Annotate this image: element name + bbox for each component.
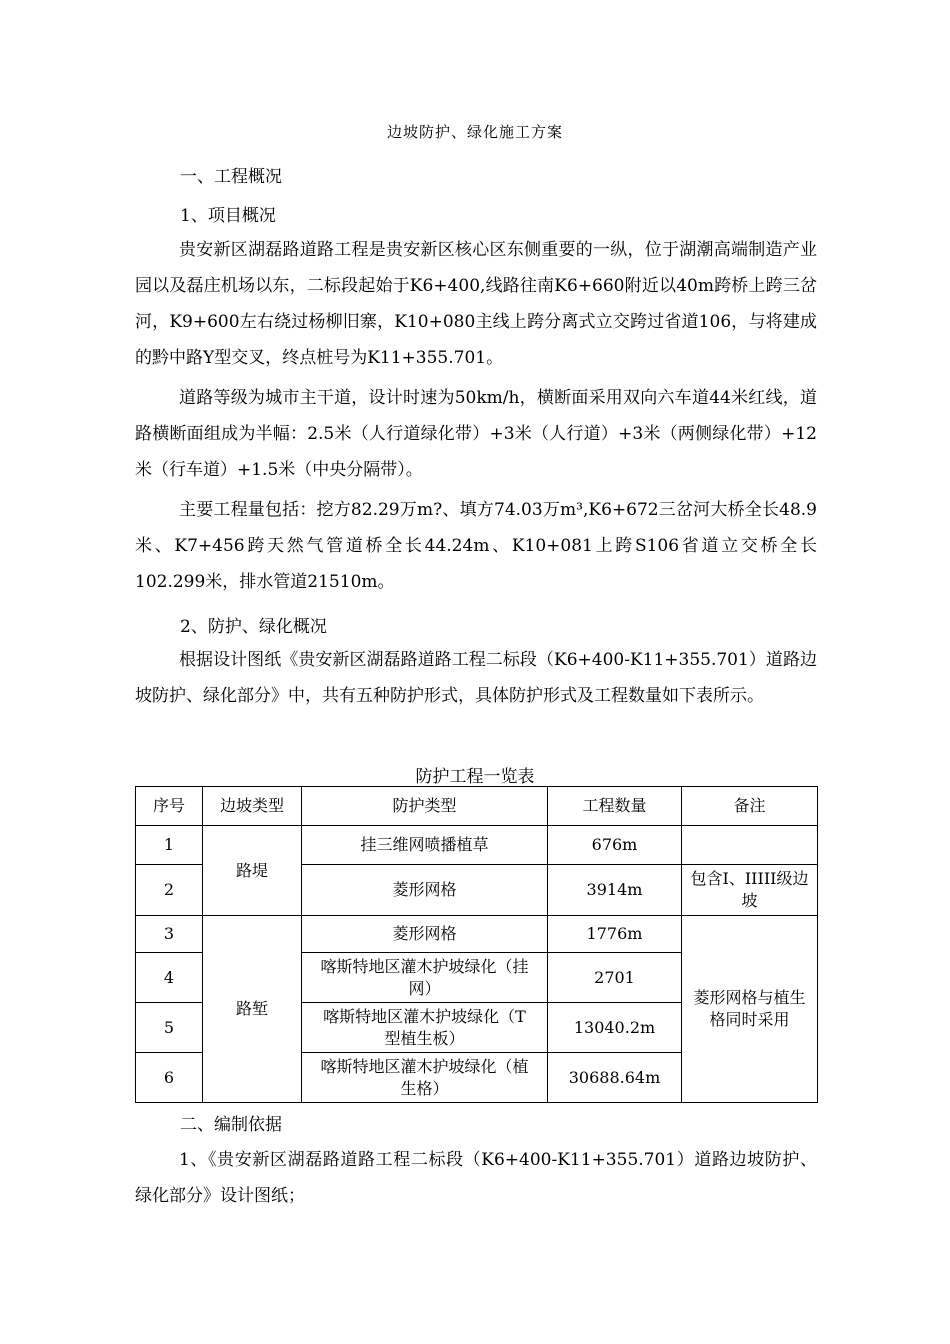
paragraph-quantities: 主要工程量包括：挖方82.29万m?、填方74.03万m³,K6+672三岔河大桥全长48.9米、K7+456跨天然气管道桥全长44.24m、K10+081上跨S106省道立交桥全长102.299米，排水管道21510m。 bbox=[135, 500, 817, 592]
protection-works-table bbox=[135, 786, 818, 1103]
document-title: 边坡防护、绿化施工方案 bbox=[386, 123, 563, 141]
protection-type-text: 喀斯特地区灌木护坡绿化（T型植生板） bbox=[323, 1006, 526, 1048]
cell-protection-type bbox=[302, 953, 548, 1003]
header-protection-type: 防护类型 bbox=[302, 787, 548, 826]
cell-remarks-cutting bbox=[682, 916, 818, 1103]
cell-quantity: 3914m bbox=[548, 865, 682, 916]
cell-slope-cutting: 路堑 bbox=[203, 916, 302, 1103]
section-heading-overview: 一、工程概况 bbox=[180, 167, 282, 187]
paragraph-basis-item-1: 1、《贵安新区湖磊路道路工程二标段（K6+400-K11+355.701）道路边坡防护、绿化部分》设计图纸； bbox=[135, 1150, 817, 1206]
cell-quantity: 1776m bbox=[548, 916, 682, 953]
header-slope-type: 边坡类型 bbox=[203, 787, 302, 826]
subheading-project-overview: 1、项目概况 bbox=[180, 206, 276, 226]
paragraph-protection-forms: 根据设计图纸《贵安新区湖磊路道路工程二标段（K6+400-K11+355.701）道路边坡防护、绿化部分》中，共有五种防护形式，具体防护形式及工程数量如下表所示。 bbox=[135, 650, 817, 706]
header-number: 序号 bbox=[136, 787, 203, 826]
cell-remarks-embankment: 包含Ⅰ、IIIII级边坡 bbox=[682, 865, 818, 916]
cell-protection-type: 挂三维网喷播植草 bbox=[302, 826, 548, 865]
header-remarks: 备注 bbox=[682, 787, 818, 826]
cell-slope-embankment: 路堤 bbox=[203, 826, 302, 916]
cell-protection-type: 菱形网格 bbox=[302, 916, 548, 953]
cell-protection-type: 菱形网格 bbox=[302, 865, 548, 916]
table-row bbox=[136, 916, 818, 953]
cell-number: 4 bbox=[136, 953, 203, 1003]
cell-number: 1 bbox=[136, 826, 203, 865]
cell-number: 3 bbox=[136, 916, 203, 953]
paragraph-project-description: 贵安新区湖磊路道路工程是贵安新区核心区东侧重要的一纵，位于湖潮高端制造产业园以及磊庄机场以东，二标段起始于K6+400,线路往南K6+660附近以40m跨桥上跨三岔河，K9+600左右绕过杨柳旧寨，K10+080主线上跨分离式立交跨过省道106，与将建成的黔中路Y型交叉，终点桩号为K11+355.701。 bbox=[135, 240, 817, 368]
cell-protection-type bbox=[302, 1003, 548, 1053]
section-heading-basis: 二、编制依据 bbox=[180, 1115, 282, 1135]
cell-quantity: 30688.64m bbox=[548, 1053, 682, 1103]
table-row bbox=[136, 826, 818, 865]
cell-quantity: 13040.2m bbox=[548, 1003, 682, 1053]
cell-number: 6 bbox=[136, 1053, 203, 1103]
cell-quantity: 2701 bbox=[548, 953, 682, 1003]
paragraph-road-grade: 道路等级为城市主干道，设计时速为50km/h，横断面采用双向六车道44米红线，道路横断面组成为半幅：2.5米（人行道绿化带）+3米（人行道）+3米（两侧绿化带）+12米（行车道）+1.5米（中央分隔带）。 bbox=[135, 388, 817, 480]
table-header-row bbox=[136, 787, 818, 826]
cell-remarks-empty bbox=[682, 826, 818, 865]
remarks-cutting-text: 菱形网格与植生格同时采用 bbox=[693, 988, 806, 1029]
cell-number: 2 bbox=[136, 865, 203, 916]
cell-number: 5 bbox=[136, 1003, 203, 1053]
protection-type-text: 喀斯特地区灌木护坡绿化（挂网） bbox=[320, 956, 529, 998]
cell-quantity: 676m bbox=[548, 826, 682, 865]
table-caption: 防护工程一览表 bbox=[415, 767, 535, 787]
header-quantity: 工程数量 bbox=[548, 787, 682, 826]
cell-protection-type bbox=[302, 1053, 548, 1103]
protection-type-text: 喀斯特地区灌木护坡绿化（植生格） bbox=[320, 1056, 529, 1098]
subheading-protection-overview: 2、防护、绿化概况 bbox=[180, 617, 327, 637]
